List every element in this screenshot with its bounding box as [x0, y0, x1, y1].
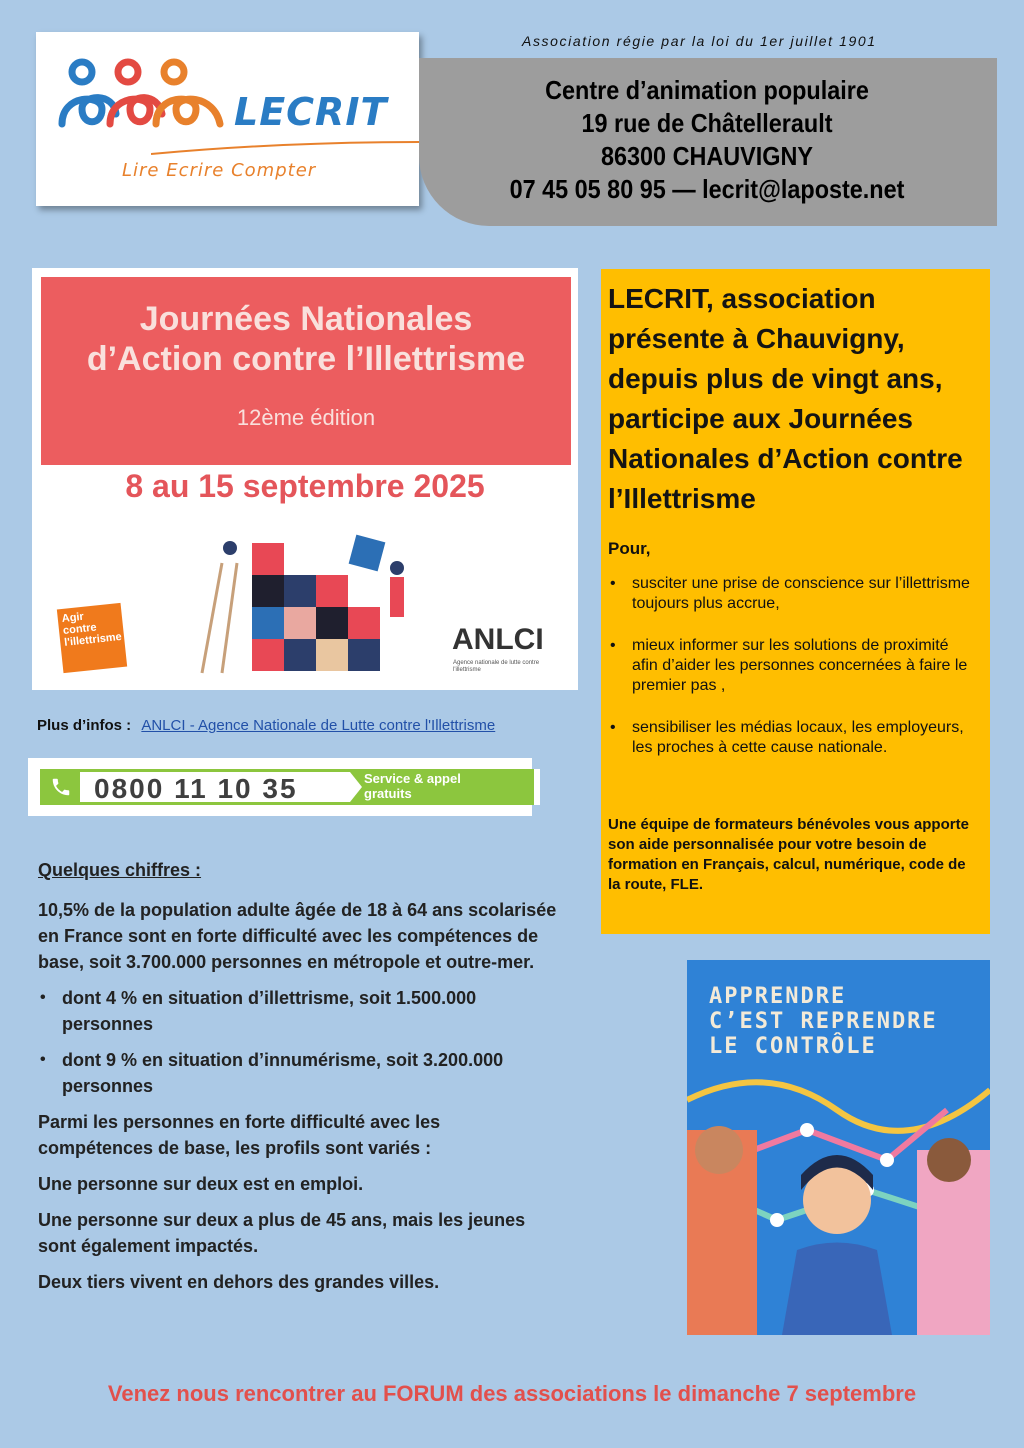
- apprendre-poster: [687, 960, 990, 1335]
- poster-anlci-logo: ANLCI: [452, 623, 544, 656]
- more-info-label: Plus d’infos :: [37, 717, 132, 734]
- phone-banner[interactable]: [28, 758, 532, 816]
- association-note: Association régie par la loi du 1er juillet 1901: [522, 33, 877, 49]
- logo-tagline: Lire Ecrire Compter: [122, 160, 317, 181]
- list-item: • dont 4 % en situation d’illettrisme, soit 1.500.000 personnes: [62, 985, 558, 1037]
- apprendre-line-2: C’EST REPRENDRE: [709, 1009, 938, 1034]
- apprendre-line-1: APPRENDRE: [709, 984, 847, 1009]
- poster-edition: 12ème édition: [236, 405, 376, 430]
- event-poster: [32, 268, 578, 690]
- association-box-title: LECRIT, association présente à Chauvigny, depuis plus de vingt ans, participe aux Journées Nationales d’Action contre l’Illettrisme: [608, 283, 963, 514]
- contact-line-3: 86300 CHAUVIGNY: [600, 141, 813, 171]
- association-box-pour: Pour,: [608, 539, 651, 558]
- poster-title: [41, 299, 571, 379]
- poster-dates: 8 au 15 septembre 2025: [125, 468, 485, 504]
- contact-text: [419, 74, 995, 206]
- location-paragraph: Deux tiers vivent en dehors des grandes villes.: [38, 1272, 440, 1292]
- poster-anlci-subtitle: Agence nationale de lutte contre l'illettrisme: [453, 660, 540, 673]
- list-item: • mieux informer sur les solutions de proximité afin d’aider les personnes concernées à faire le premier pas ,: [608, 636, 978, 696]
- list-item: • dont 9 % en situation d’innumérisme, soit 3.200.000 personnes: [62, 1047, 558, 1099]
- poster-header: [41, 277, 571, 465]
- contact-line-4: 07 45 05 80 95 — lecrit@laposte.net: [509, 174, 905, 204]
- phone-service-label: [364, 771, 461, 801]
- poster-title-line-2: d’Action contre l’Illettrisme: [86, 340, 526, 378]
- logo-name: LECRIT: [234, 90, 388, 134]
- forum-invitation: Venez nous rencontrer au FORUM des associations le dimanche 7 septembre: [107, 1381, 917, 1406]
- poster-agir-badge: Agir contre l'illettrisme: [57, 603, 127, 673]
- phone-icon: [50, 776, 72, 798]
- contact-line-2: 19 rue de Châtellerault: [581, 108, 833, 138]
- goals-list: [608, 574, 978, 780]
- apprendre-line-3: LE CONTRÔLE: [709, 1034, 877, 1059]
- puzzle-illustration-icon: [192, 523, 422, 683]
- employment-paragraph: Une personne sur deux est en emploi.: [38, 1174, 364, 1194]
- more-info: [37, 717, 495, 734]
- key-figures-intro: 10,5% de la population adulte âgée de 18 à 64 ans scolarisée en France sont en forte difficulté avec les compétences de base, soit 3.700.000 personnes en métropole et outre-mer.: [38, 900, 557, 972]
- key-figures: [38, 857, 558, 1305]
- list-item: • sensibiliser les médias locaux, les employeurs, les proches à cette cause nationale.: [608, 718, 978, 758]
- association-box: [601, 269, 990, 934]
- poster-title-line-1: Journées Nationales: [139, 300, 473, 338]
- logo-underline: [151, 140, 421, 156]
- key-figures-heading: Quelques chiffres :: [38, 860, 202, 880]
- list-item: • susciter une prise de conscience sur l’illettrisme toujours plus accrue,: [608, 574, 978, 614]
- phone-number: 0800 11 10 35: [94, 773, 298, 804]
- age-paragraph: Une personne sur deux a plus de 45 ans, mais les jeunes sont également impactés.: [38, 1210, 526, 1256]
- contact-box: [419, 58, 997, 226]
- logo-figures-icon: [54, 54, 234, 144]
- key-figures-list: [38, 985, 558, 1099]
- anlci-link[interactable]: ANLCI - Agence Nationale de Lutte contre l'Illettrisme: [141, 717, 496, 734]
- phone-service-line-1: Service & appel: [364, 771, 461, 786]
- logo-card: [36, 32, 419, 206]
- profiles-paragraph: Parmi les personnes en forte difficulté avec les compétences de base, les profils sont variés :: [38, 1112, 441, 1158]
- apprendre-slogan: [709, 984, 938, 1059]
- phone-service-line-2: gratuits: [364, 786, 412, 801]
- association-box-team: Une équipe de formateurs bénévoles vous apporte son aide personnalisée pour votre besoin de formation en Français, calcul, numérique, code de la route, FLE.: [608, 816, 969, 893]
- contact-line-1: Centre d’animation populaire: [545, 75, 869, 105]
